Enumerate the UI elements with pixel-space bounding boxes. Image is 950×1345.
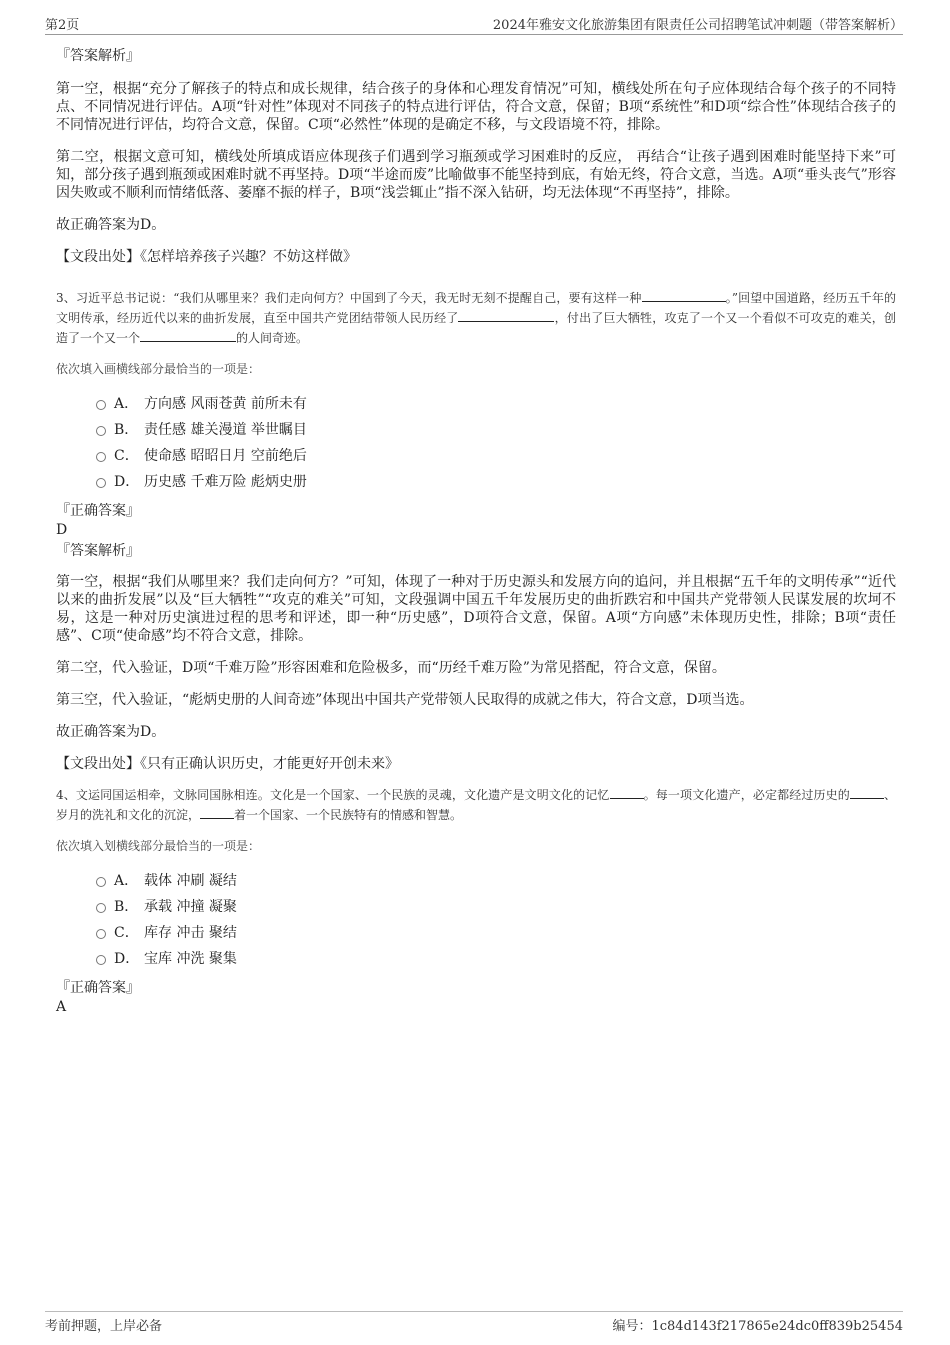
q3-text-c: ，付出了巨大牺牲，攻克了一个又一个看似不可攻克的难关，创造了一个又一个 [56,311,896,345]
page-footer [45,1311,903,1334]
q3-blank-3 [140,329,236,342]
q2-conclusion: 故正确答案为D。 [56,217,166,233]
q4-blank-1 [610,786,644,799]
radio-icon[interactable] [96,426,106,436]
footer-serial: 编号：1c84d143f217865e24dc0ff839b25454 [612,1319,903,1334]
q4-option-d[interactable]: D． 宝库 冲洗 聚集 [56,946,896,972]
q4-option-a[interactable]: A． 载体 冲刷 凝结 [56,868,896,894]
q3-conclusion: 故正确答案为D。 [56,724,166,740]
q3-analysis-tag: 『答案解析』 [56,543,140,559]
q4-blank-3 [200,806,234,819]
q3-blank-2 [458,309,554,322]
q3-text-d: 的人间奇迹。 [236,331,309,345]
q3-correct-tag: 『正确答案』 [56,503,140,519]
q4-text-a: 4、文运同国运相牵，文脉同国脉相连。文化是一个国家、一个民族的灵魂，文化遗产是文明文化的记忆 [56,788,610,802]
q3-option-d[interactable]: D． 历史感 千难万险 彪炳史册 [56,469,896,495]
q3-option-a[interactable]: A． 方向感 风雨苍黄 前所未有 [56,391,896,417]
q4-correct-tag: 『正确答案』 [56,980,140,996]
page-number: 第2页 [45,18,80,33]
footer-slogan: 考前押题，上岸必备 [45,1319,163,1334]
q2-analysis-p1: 第一空，根据“充分了解孩子的特点和成长规律，结合孩子的身体和心理发育情况”可知，横线处所在句子应体现结合每个孩子的不同特点、不同情况进行评估。A项“针对性”体现对不同孩子的特点进行评估，符合文意，保留；B项“系统性”和D项“综合性”体现结合孩子的不同情况进行评估，均符合文意，保留。C项“必然性”体现的是确定不移，与文段语境不符，排除。 [56,81,896,133]
document-title: 2024年雅安文化旅游集团有限责任公司招聘笔试冲刺题（带答案解析） [492,18,903,33]
q2-analysis-p2: 第二空，根据文意可知，横线处所填成语应体现孩子们遇到学习瓶颈或学习困难时的反应， 再结合“让孩子遇到困难时能坚持下来”可知，部分孩子遇到瓶颈或困难时就不再坚持。D项“半途而废”比喻做事不能坚持到底，有始无终，符合文意，当选。A项“垂头丧气”形容因失败或不顺利而情绪低落、萎靡不振的样子，B项“浅尝辄止”指不深入钻研，均无法体现“不再坚持”，排除。 [56,149,896,201]
page-header [45,12,903,35]
q4-question [56,785,896,825]
q3-correct-answer: D [56,522,68,538]
q4-prompt: 依次填入划横线部分最恰当的一项是： [56,839,261,853]
radio-icon[interactable] [96,877,106,887]
q2-source: 【文段出处】《怎样培养孩子兴趣？不妨这样做》 [56,249,357,265]
radio-icon[interactable] [96,929,106,939]
q3-options [56,391,896,495]
q3-text-b: 。”回望中国道路，经历五千年的文明传承，经历近代以来的曲折发展，直至中国共产党团结带领人民历经了 [56,291,896,325]
radio-icon[interactable] [96,903,106,913]
q4-blank-2 [850,786,884,799]
q3-analysis-p3: 第三空，代入验证，“彪炳史册的人间奇迹”体现出中国共产党带领人民取得的成就之伟大，符合文意，D项当选。 [56,692,754,708]
radio-icon[interactable] [96,955,106,965]
q4-correct-answer: A [56,999,67,1015]
q4-text-c: 、岁月的洗礼和文化的沉淀， [56,788,896,822]
q4-text-d: 着一个国家、一个民族特有的情感和智慧。 [234,808,463,822]
q3-question [56,288,896,348]
q4-option-c[interactable]: C． 库存 冲击 聚结 [56,920,896,946]
q3-analysis-p1: 第一空，根据“我们从哪里来？我们走向何方？”可知，体现了一种对于历史源头和发展方向的追问，并且根据“五千年的文明传承”“近代以来的曲折发展”以及“巨大牺牲”“攻克的难关”可知，文段强调中国五千年发展历史的曲折跌宕和中国共产党带领人民谋发展的坎坷不易，这是一种对历史演进过程的思考和评述，即一种“历史感”，D项符合文意，保留。A项“方向感”未体现历史性，排除；B项“责任感”、C项“使命感”均不符合文意，排除。 [56,574,896,644]
radio-icon[interactable] [96,400,106,410]
q3-option-b[interactable]: B． 责任感 雄关漫道 举世瞩目 [56,417,896,443]
content [56,44,896,1016]
radio-icon[interactable] [96,452,106,462]
q4-option-b[interactable]: B． 承载 冲撞 凝聚 [56,894,896,920]
q4-options [56,868,896,972]
q3-blank-1 [642,289,726,302]
q3-source: 【文段出处】《只有正确认识历史，才能更好开创未来》 [56,756,399,772]
q3-text-a: 3、习近平总书记说：“我们从哪里来？我们走向何方？中国到了今天，我无时无刻不提醒自己，要有这样一种 [56,291,642,305]
q3-option-c[interactable]: C． 使命感 昭昭日月 空前绝后 [56,443,896,469]
q3-prompt: 依次填入画横线部分最恰当的一项是： [56,362,261,376]
q3-analysis-p2: 第二空，代入验证，D项“千难万险”形容困难和危险极多，而“历经千难万险”为常见搭配，符合文意，保留。 [56,660,726,676]
q4-text-b: 。每一项文化遗产，必定都经过历史的 [643,788,850,802]
q2-analysis-tag: 『答案解析』 [56,48,140,64]
radio-icon[interactable] [96,478,106,488]
